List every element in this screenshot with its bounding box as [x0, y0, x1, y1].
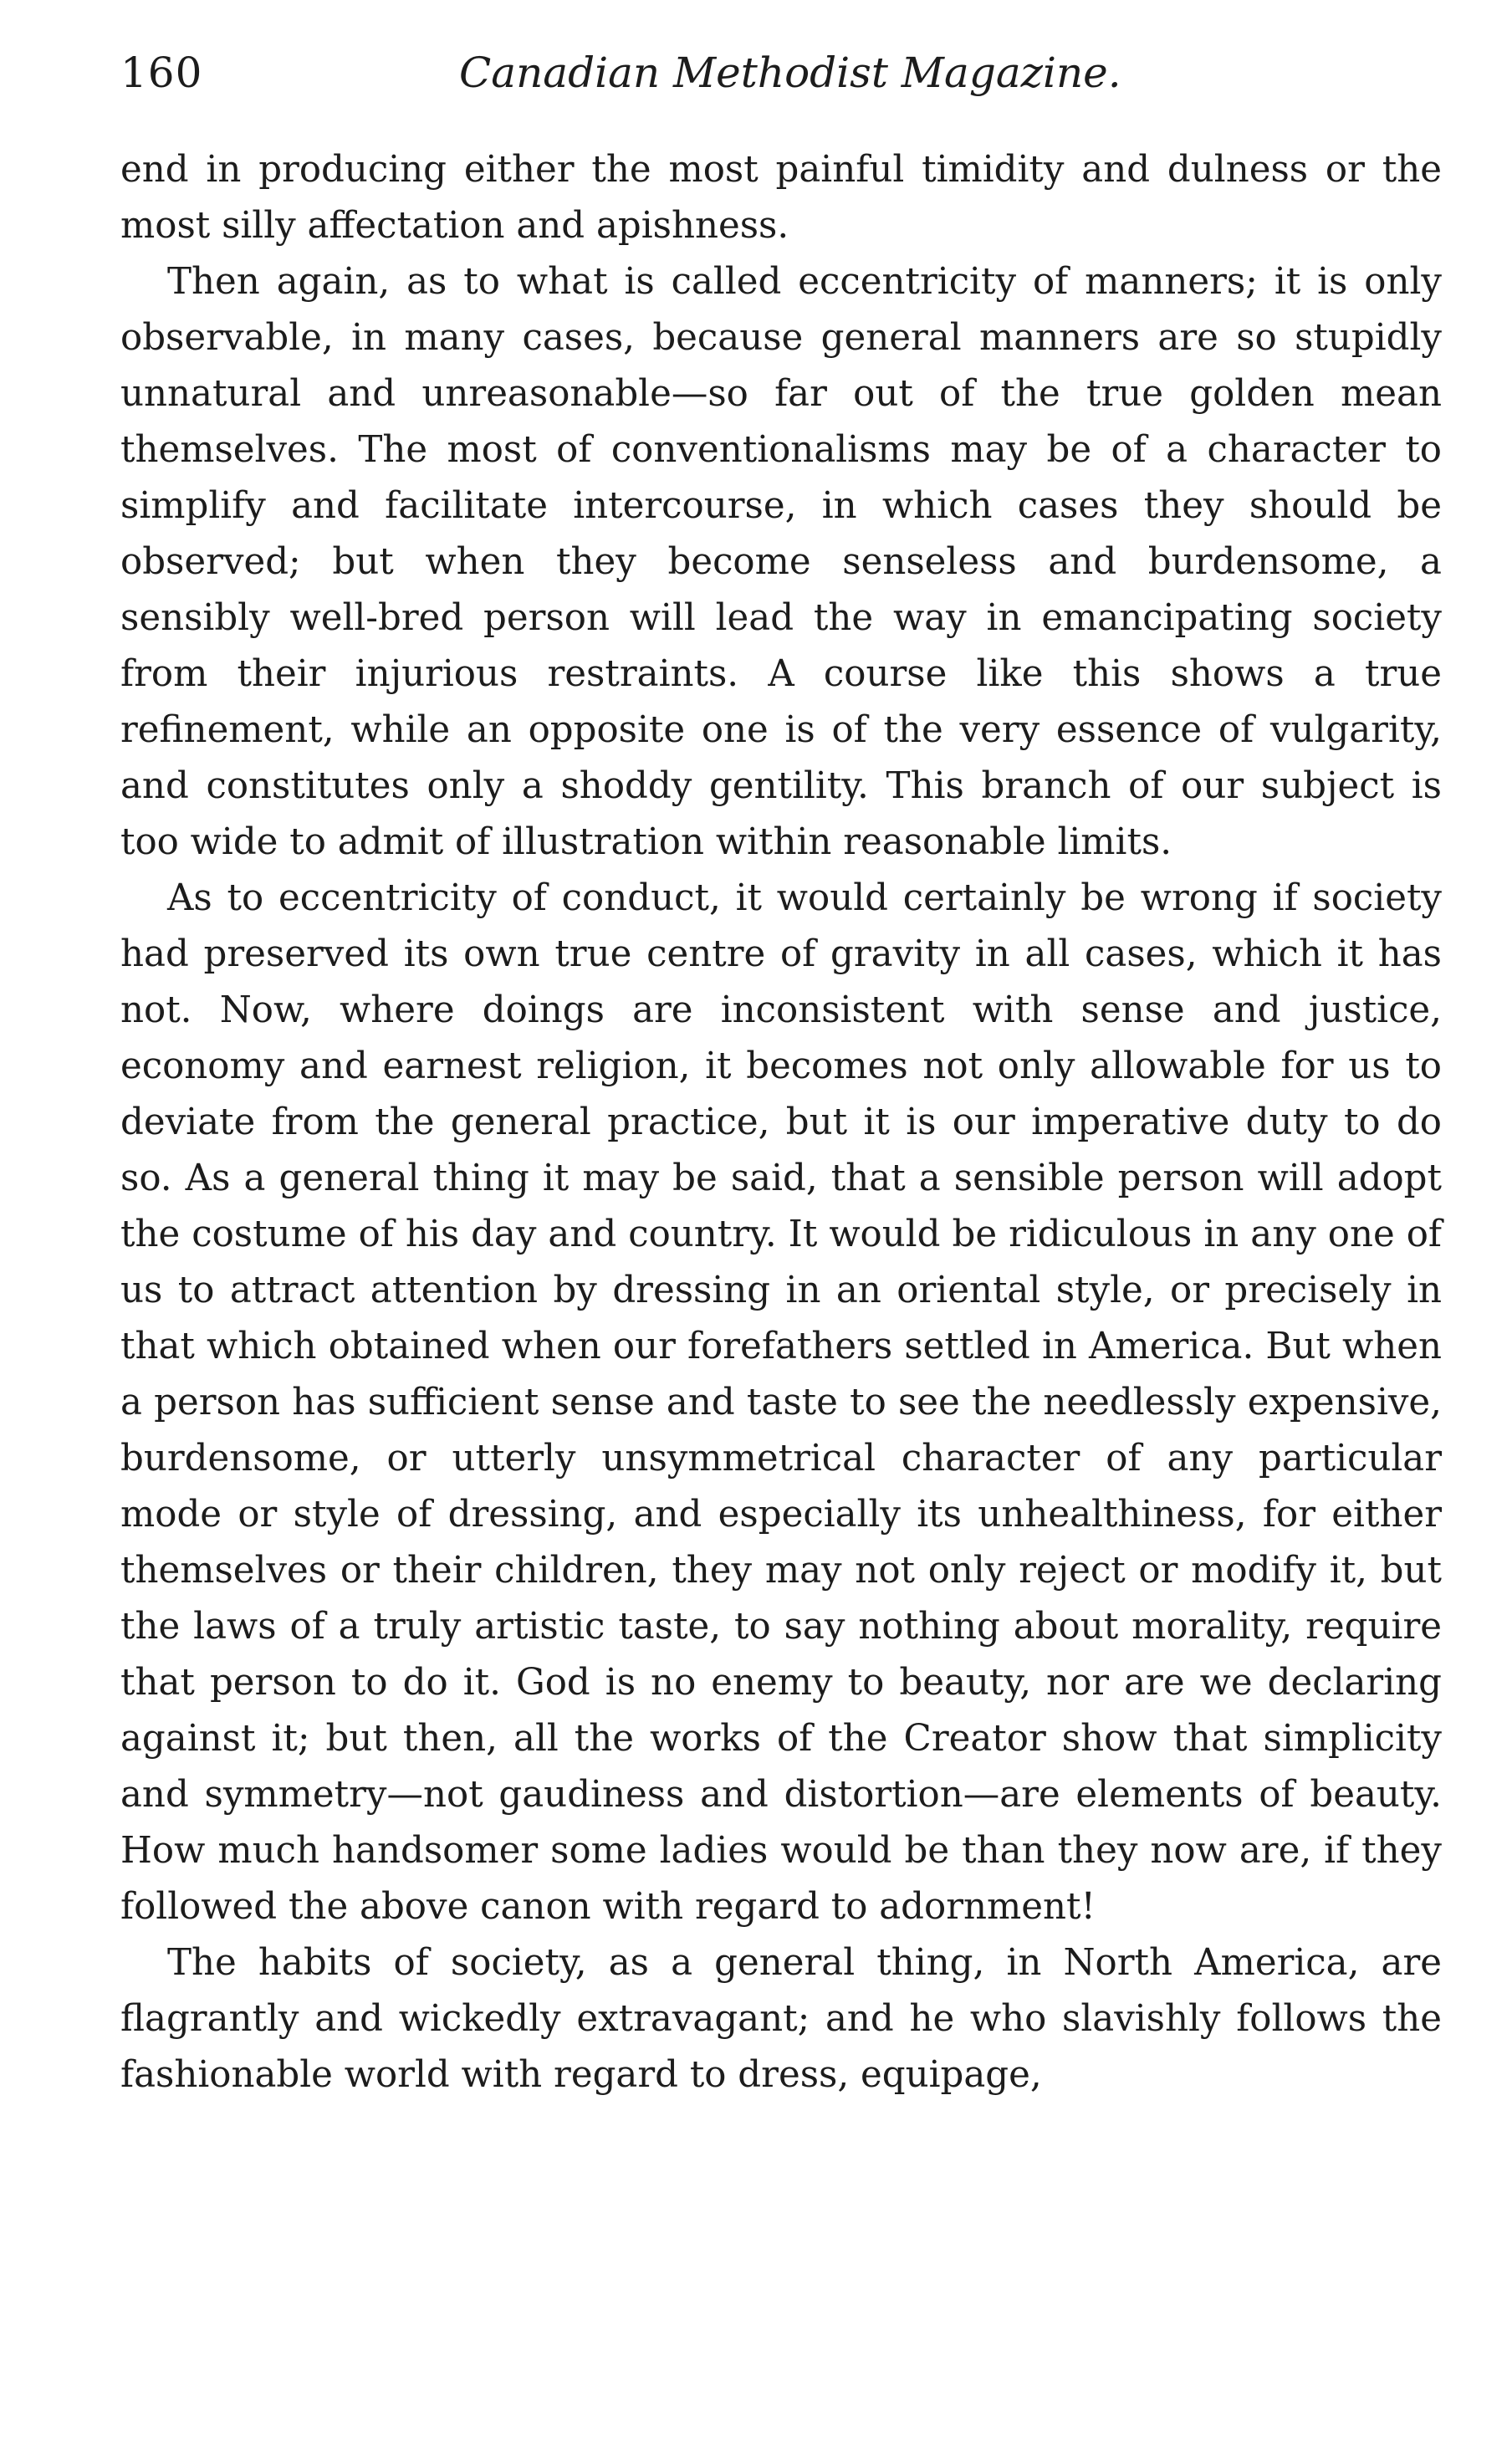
paragraph-eccentricity-of-conduct: As to eccentricity of conduct, it would certainly be wrong if society had preserved its own true centre of gravity in all cases, which it has not. Now, where doings are inconsistent with sense and justice, economy and earnest religion, it becomes not only allowable for us to deviate from the general practice, but it is our imperative duty to do so. As a general thing it may be said, that a sensible person will adopt the costume of his day and country. It would be ridiculous in any one of us to attract attention by dressing in an oriental style, or precisely in that which obtained when our forefathers settled in America. But when a person has sufficient sense and taste to see the needlessly expensive, burdensome, or utterly unsymmetrical character of any particular mode or style of dressing, and especially its unhealthiness, for either themselves or their children, they may not only reject or modify it, but the laws of a truly artistic taste, to say nothing about morality, require that person to do it. God is no enemy to beauty, nor are we declaring against it; but then, all the works of the Creator show that simplicity and symmetry—not gaudiness and distortion—are elements of beauty. How much handsomer some ladies would be than they now are, if they followed the above canon with regard to adornment! — [120, 877, 1442, 1928]
page-header — [120, 42, 1442, 109]
running-title: Canadian Methodist Magazine. — [459, 49, 1121, 97]
page-number: 160 — [120, 49, 203, 97]
body-text — [120, 142, 1442, 2103]
paragraph-eccentricity-of-manners: Then again, as to what is called eccentricity of manners; it is only observable, in many cases, because general manners are so stupidly unnatural and unreasonable—so far out of the true golden mean themselves. The most of conventionalisms may be of a character to simplify and facilitate intercourse, in which cases they should be observed; but when they become senseless and burdensome, a sensibly well-bred person will lead the way in emancipating society from their injurious restraints. A course like this shows a true refinement, while an opposite one is of the very essence of vulgarity, and constitutes only a shoddy gentility. This branch of our subject is too wide to admit of illustration within reasonable limits. — [120, 261, 1442, 863]
paragraph-habits-of-society: The habits of society, as a general thing, in North America, are flagrantly and wickedly extravagant; and he who slavishly follows the fashionable world with regard to dress, equipage, — [120, 1942, 1442, 2096]
paragraph-continuation: end in producing either the most painful timidity and dulness or the most silly affectation and apishness. — [120, 149, 1442, 247]
